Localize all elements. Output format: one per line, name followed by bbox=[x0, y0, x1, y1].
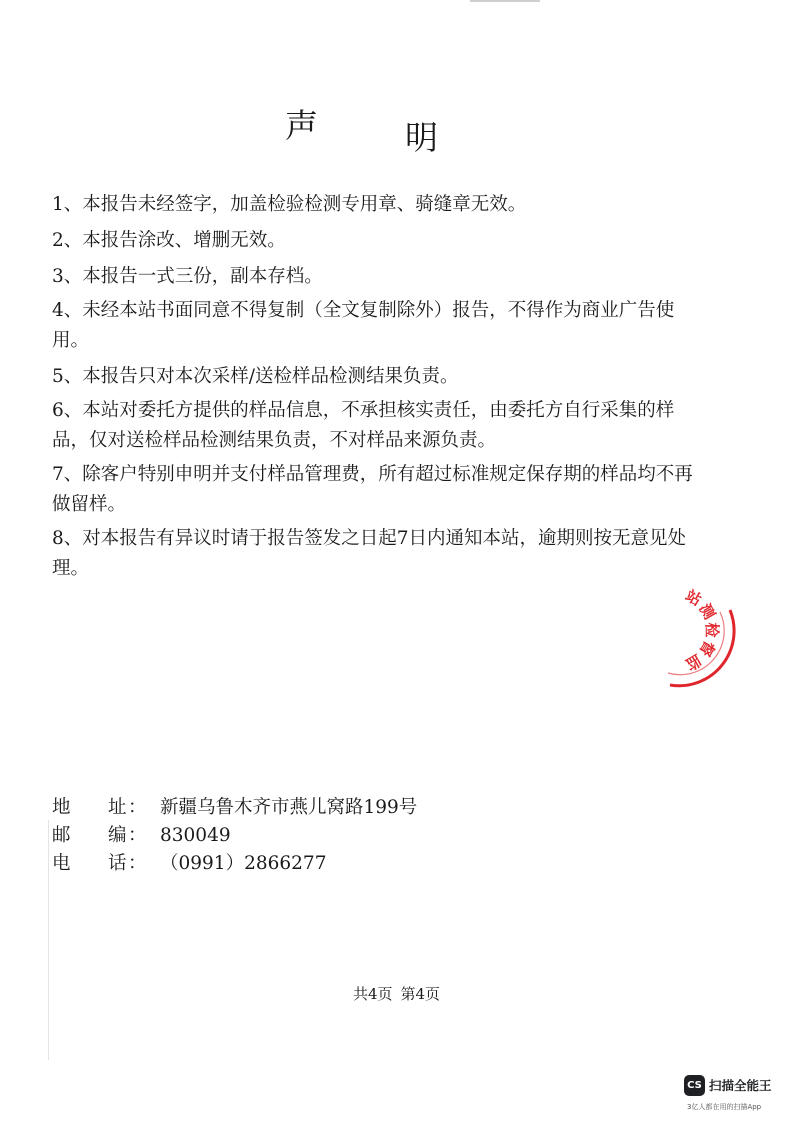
address-row bbox=[52, 794, 572, 822]
contact-info bbox=[52, 794, 572, 878]
phone-colon: ： bbox=[128, 853, 147, 874]
notice-item: 5、本报告只对本次采样/送检样品检测结果负责。 bbox=[52, 366, 459, 387]
title-char: 明 bbox=[405, 118, 438, 157]
notice-item: 4、未经本站书面同意不得复制（全文复制除外）报告，不得作为商业广告使用。 bbox=[52, 300, 675, 351]
seal-char: 督 bbox=[695, 637, 719, 660]
phone-value: （0991）2866277 bbox=[160, 853, 327, 874]
seal-char: 监 bbox=[682, 650, 705, 674]
notice-item: 6、本站对委托方提供的样品信息，不承担核实责任，由委托方自行采集的样品，仅对送检样品检测结果负责，不对样品来源负责。 bbox=[52, 400, 675, 451]
scanner-app-name: 扫描全能王 bbox=[709, 1078, 772, 1093]
postcode-colon: ： bbox=[128, 825, 147, 846]
seal-graphic bbox=[630, 570, 740, 690]
address-colon: ： bbox=[128, 797, 147, 818]
notice-item: 7、除客户特别申明并支付样品管理费，所有超过标准规定保存期的样品均不再做留样。 bbox=[52, 464, 693, 515]
official-seal-stamp bbox=[630, 570, 740, 690]
notice-item: 8、对本报告有异议时请于报告签发之日起7日内通知本站，逾期则按无意见处理。 bbox=[52, 528, 687, 579]
postcode-label-1: 邮 bbox=[52, 825, 71, 846]
postcode-row bbox=[52, 822, 572, 850]
notice-list bbox=[52, 190, 702, 584]
scan-edge-mark bbox=[470, 0, 540, 2]
page-number-footer bbox=[0, 983, 793, 1004]
address-label-1: 地 bbox=[52, 797, 71, 818]
seal-char: 站 bbox=[682, 586, 705, 610]
scanner-app-tagline: 3亿人都在用的扫描App bbox=[687, 1103, 762, 1111]
address-label-2: 址 bbox=[108, 797, 127, 818]
notice-item: 1、本报告未经签字，加盖检验检测专用章、骑缝章无效。 bbox=[52, 194, 527, 215]
postcode-value: 830049 bbox=[160, 825, 231, 846]
phone-row bbox=[52, 850, 572, 878]
notice-item: 3、本报告一式三份，副本存档。 bbox=[52, 266, 323, 287]
postcode-label-2: 编 bbox=[108, 825, 127, 846]
phone-label-1: 电 bbox=[52, 853, 71, 874]
address-value: 新疆乌鲁木齐市燕儿窝路199号 bbox=[160, 797, 418, 818]
camscanner-logo-icon: CS bbox=[684, 1075, 705, 1096]
scanner-app-badge bbox=[684, 1075, 784, 1115]
notice-item: 2、本报告涂改、增删无效。 bbox=[52, 230, 286, 251]
current-page: 第4页 bbox=[400, 985, 441, 1003]
title-char: 声 bbox=[285, 106, 318, 145]
seal-char: 测 bbox=[695, 600, 719, 623]
seal-char: 检 bbox=[703, 622, 721, 638]
phone-label-2: 话 bbox=[108, 853, 127, 874]
total-pages: 共4页 bbox=[352, 985, 393, 1003]
page-title bbox=[0, 100, 793, 157]
scan-edge-line bbox=[48, 820, 49, 1060]
